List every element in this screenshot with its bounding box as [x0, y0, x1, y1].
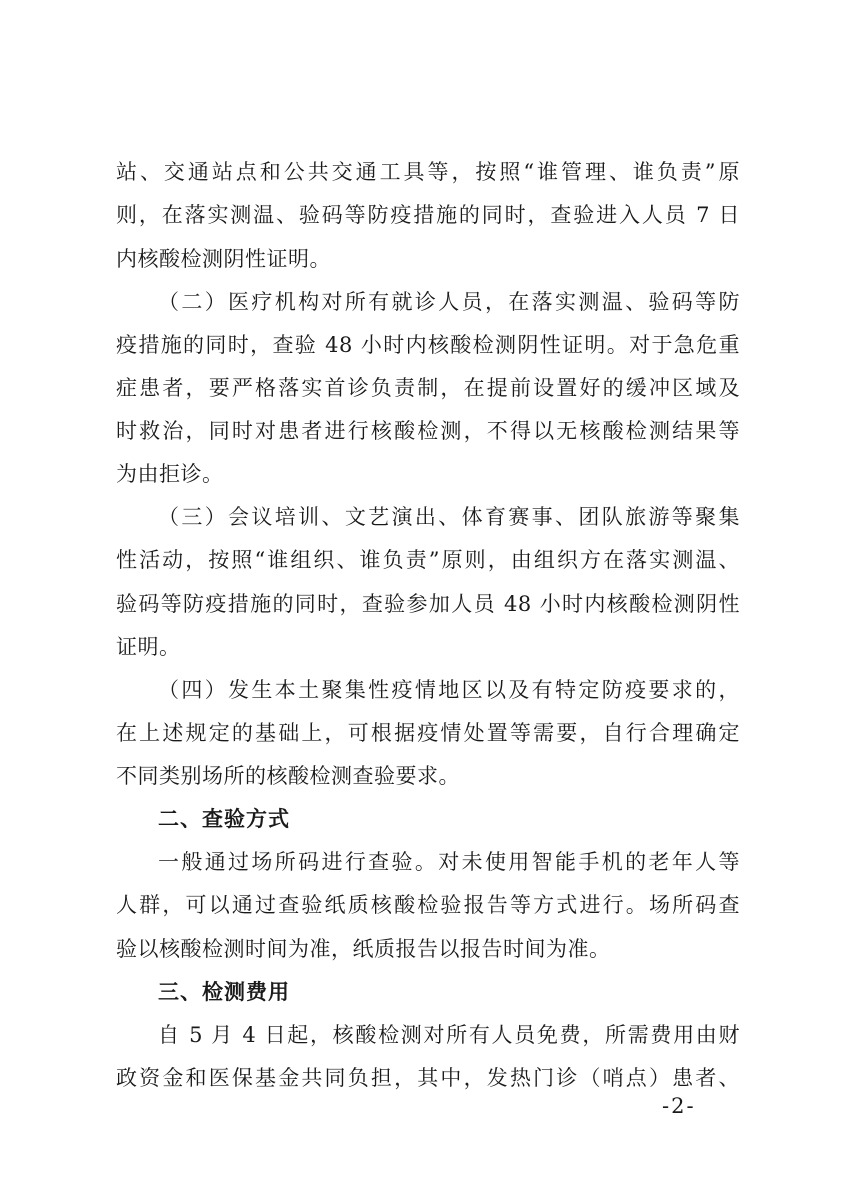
- text-line: 人群，可以通过查验纸质核酸检验报告等方式进行。场所码查: [116, 893, 740, 917]
- paragraph-first-line: 一般通过场所码进行查验。对未使用智能手机的老年人等: [158, 850, 740, 874]
- text-line: 验以核酸检测时间为准，纸质报告以报告时间为准。: [116, 937, 611, 961]
- text-line: 不同类别场所的核酸检测查验要求。: [116, 764, 460, 788]
- text-line: 在上述规定的基础上，可根据疫情处置等需要，自行合理确定: [116, 721, 740, 745]
- page-number: -2-: [662, 1094, 696, 1118]
- text-line: 症患者，要严格落实首诊负责制，在提前设置好的缓冲区域及: [116, 376, 740, 400]
- text-line: 证明。: [116, 635, 181, 659]
- section-heading: 三、检测费用: [158, 980, 290, 1004]
- text-line: 疫措施的同时，查验 48 小时内核酸检测阴性证明。对于急危重: [116, 333, 740, 357]
- text-line: 内核酸检测阴性证明。: [116, 247, 331, 271]
- text-line: 则，在落实测温、验码等防疫措施的同时，查验进入人员 7 日: [116, 203, 740, 227]
- section-heading: 二、查验方式: [158, 807, 290, 831]
- text-line: 验码等防疫措施的同时，查验参加人员 48 小时内核酸检测阴性: [116, 592, 740, 616]
- text-line: 性活动，按照“谁组织、谁负责”原则，由组织方在落实测温、: [116, 548, 740, 572]
- paragraph-first-line: （四）发生本土聚集性疫情地区以及有特定防疫要求的，: [158, 678, 740, 702]
- paragraph-first-line: 自 5 月 4 日起，核酸检测对所有人员免费，所需费用由财: [158, 1023, 740, 1047]
- text-line: 站、交通站点和公共交通工具等，按照“谁管理、谁负责”原: [116, 160, 740, 184]
- text-line: 政资金和医保基金共同负担，其中，发热门诊（哨点）患者、: [116, 1066, 740, 1090]
- text-line: 时救治，同时对患者进行核酸检测，不得以无核酸检测结果等: [116, 419, 740, 443]
- paragraph-first-line: （二）医疗机构对所有就诊人员，在落实测温、验码等防: [158, 290, 740, 314]
- paragraph-first-line: （三）会议培训、文艺演出、体育赛事、团队旅游等聚集: [158, 505, 740, 529]
- text-line: 为由拒诊。: [116, 462, 224, 486]
